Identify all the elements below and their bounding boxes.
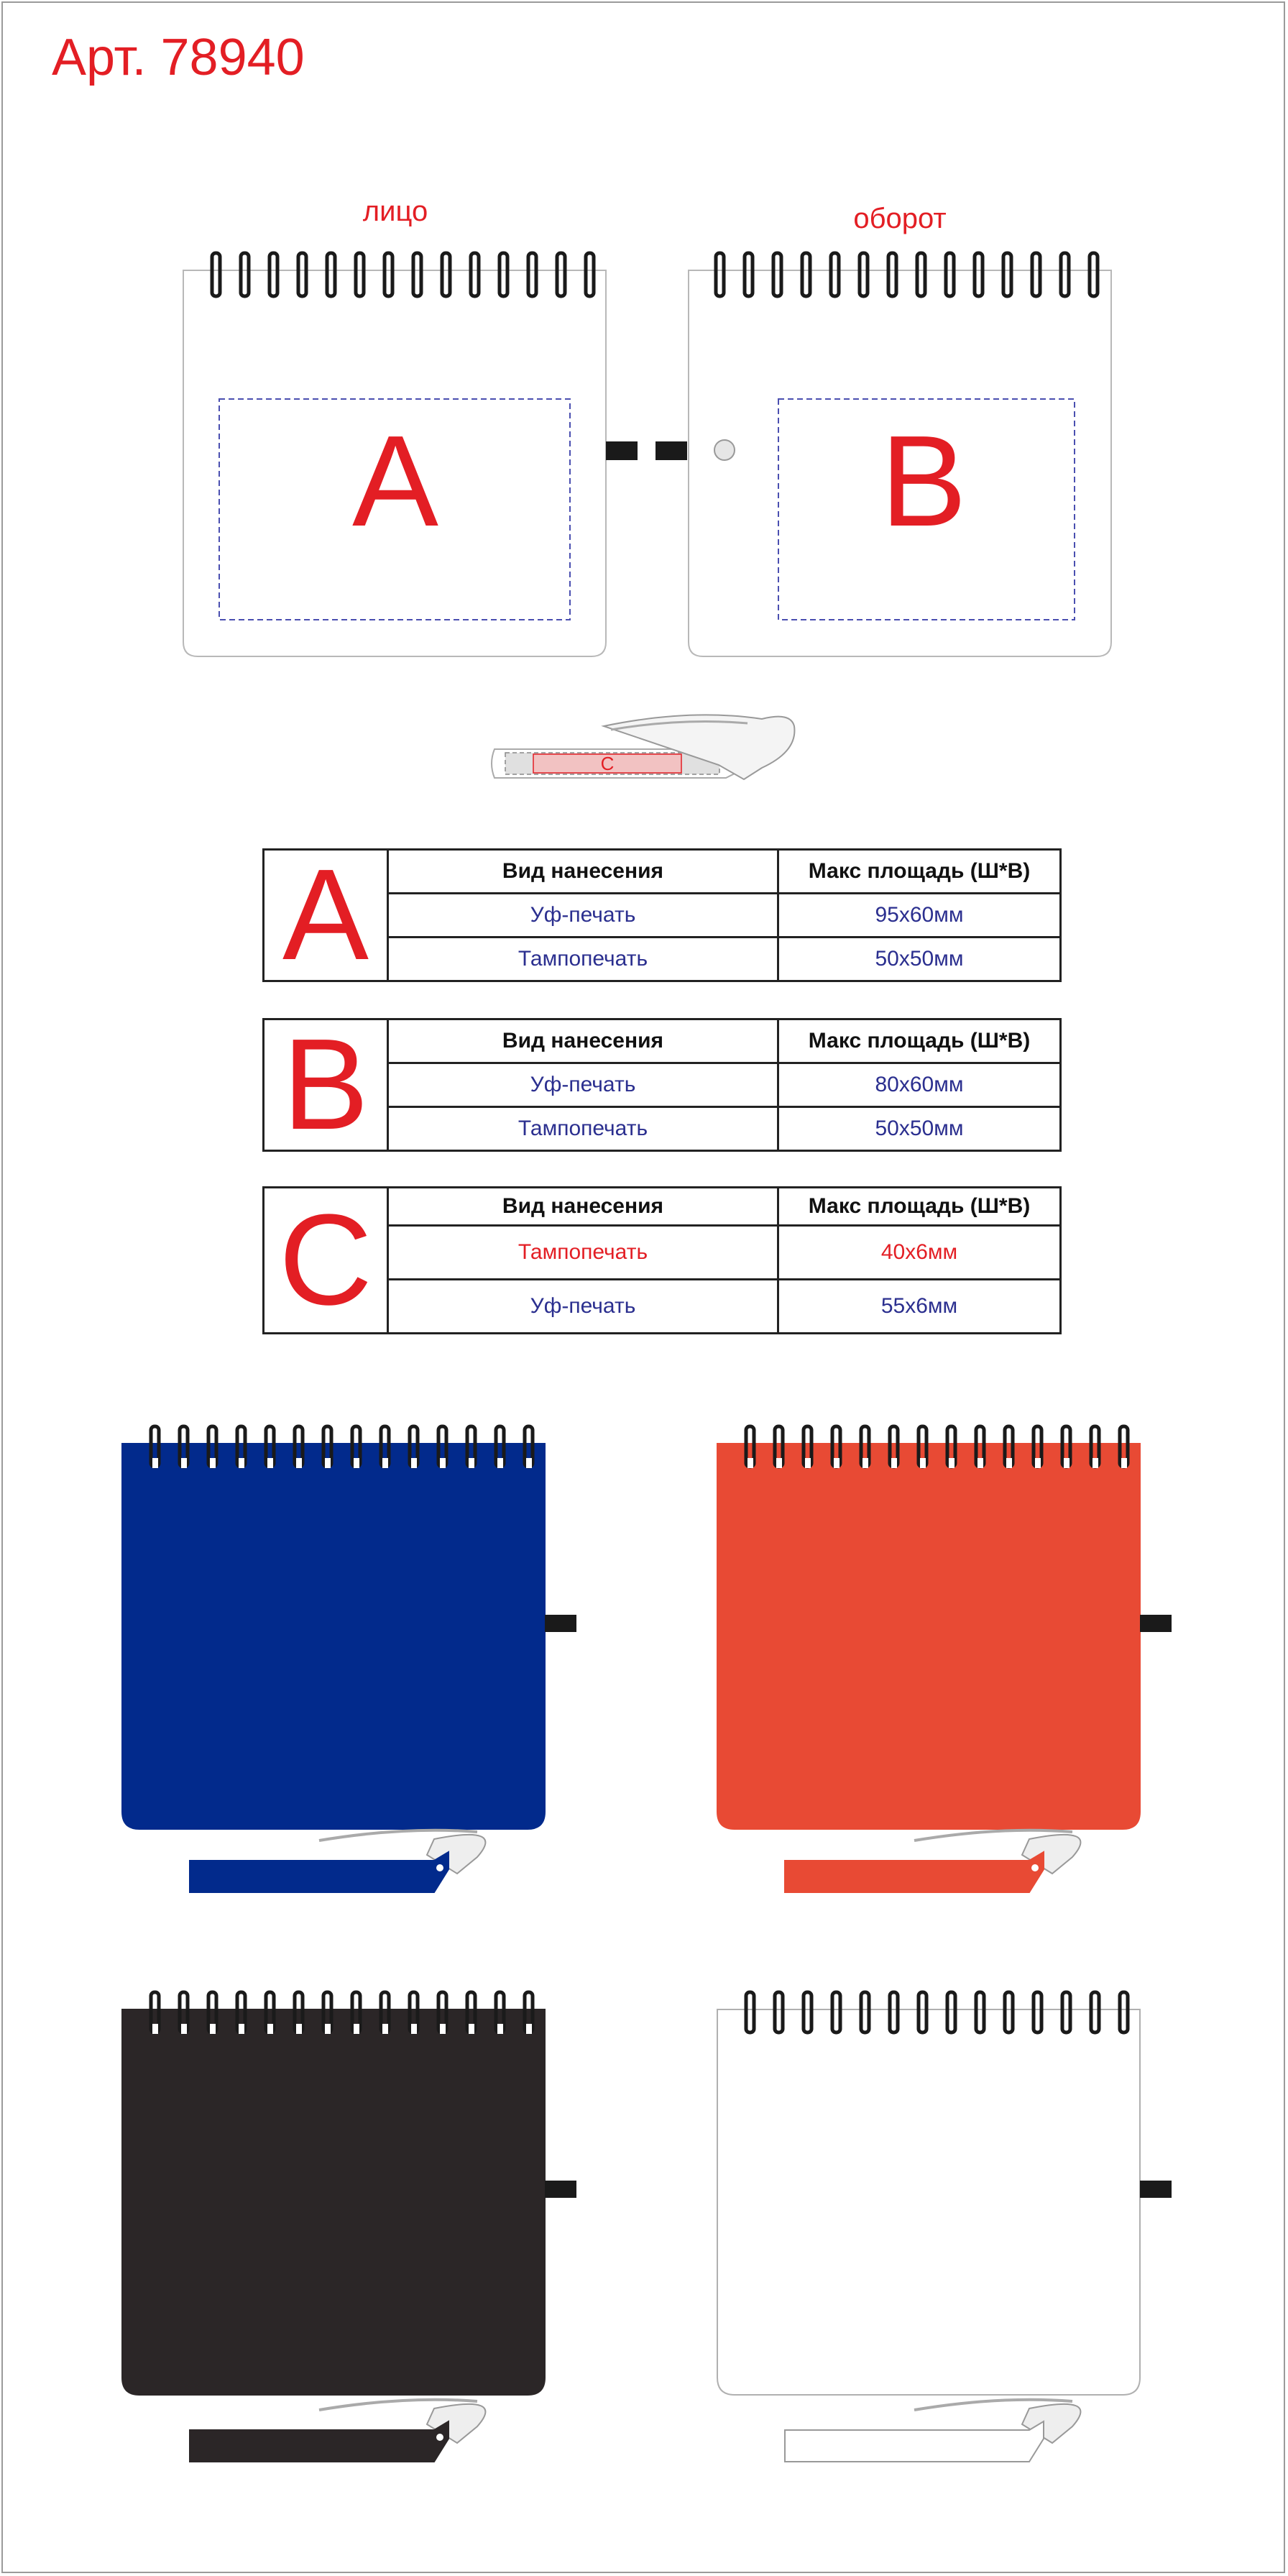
article-title: Арт. 78940: [52, 29, 305, 86]
table-header-area: Макс площадь (Ш*В): [778, 850, 1061, 894]
table-letter: A: [264, 850, 388, 981]
table-cell: 40x6мм: [778, 1226, 1061, 1280]
table-cell: 80x60мм: [778, 1063, 1061, 1107]
notebook-variant: [717, 1992, 1172, 2395]
table-header-area: Макс площадь (Ш*В): [778, 1188, 1061, 1226]
table-header-method: Вид нанесения: [388, 1188, 778, 1226]
table-header-method: Вид нанесения: [388, 1019, 778, 1063]
table-cell: Тампопечать: [388, 938, 778, 981]
notebook-variant: [122, 1426, 576, 1829]
table-letter: C: [264, 1188, 388, 1334]
table-header-method: Вид нанесения: [388, 850, 778, 894]
pen-variant: [785, 1830, 1080, 1892]
table-cell: Уф-печать: [388, 1280, 778, 1334]
table-cell: 95x60мм: [778, 894, 1061, 938]
zone-a-label: A: [351, 409, 439, 554]
zone-b-label: B: [880, 409, 967, 554]
zone-c-label: C: [600, 753, 615, 774]
table-header-area: Макс площадь (Ш*В): [778, 1019, 1061, 1063]
front-view-label: лицо: [362, 196, 428, 227]
table-cell: Тампопечать: [388, 1107, 778, 1151]
table-cell: Уф-печать: [388, 1063, 778, 1107]
notebook-variant: [717, 1426, 1172, 1829]
notebook-variant: [122, 1992, 576, 2395]
table-letter: B: [264, 1019, 388, 1151]
pen-variant: [190, 1830, 485, 1892]
table-cell: 50x50мм: [778, 938, 1061, 981]
pen-variant: [785, 2400, 1080, 2462]
table-cell: 50x50мм: [778, 1107, 1061, 1151]
table-cell: Уф-печать: [388, 894, 778, 938]
pen-variant: [190, 2400, 485, 2462]
table-cell: 55x6мм: [778, 1280, 1061, 1334]
table-cell: Тампопечать: [388, 1226, 778, 1280]
back-view-label: оборот: [853, 203, 947, 234]
